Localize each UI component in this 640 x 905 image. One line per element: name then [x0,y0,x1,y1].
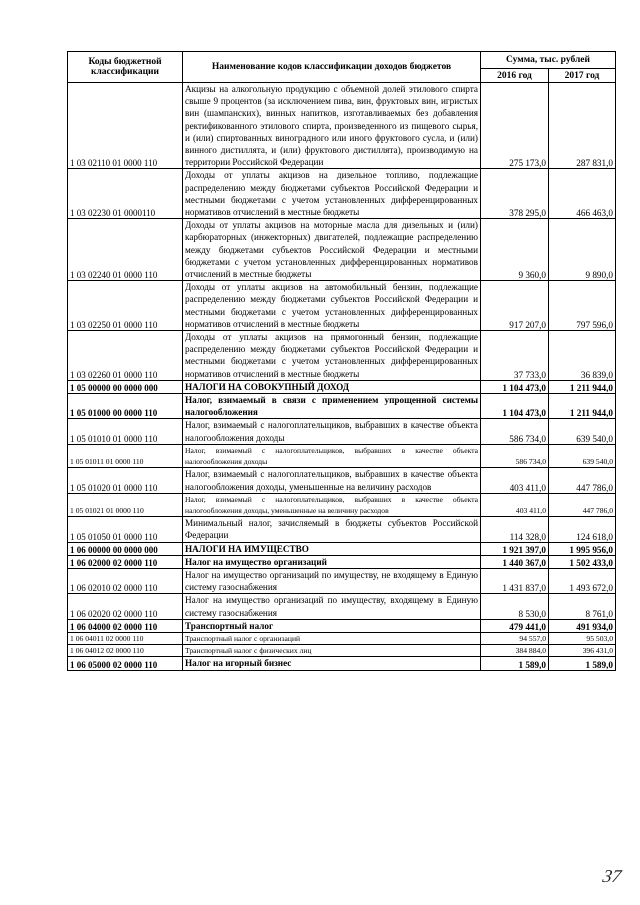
value-2016-cell: 479 441,0 [481,619,549,632]
table-row [68,331,616,381]
value-2017-cell: 639 540,0 [549,444,616,467]
name-cell: Доходы от уплаты акцизов на моторные масла для дизельных и (или) карбюраторных (инжекторных) двигателей, подлежащие распределению между бюджетами субъектов Российской Федерации и местными бюджетами с учетом установленных дифференцированных нормативов отчислений в местные бюджеты [183,219,481,281]
value-2017-cell: 447 786,0 [549,468,616,493]
code-cell: 1 06 04000 02 0000 110 [68,619,183,632]
value-2017-cell: 124 618,0 [549,517,616,542]
table-row [68,594,616,619]
table-row [68,632,616,644]
table-row [68,517,616,542]
value-2016-cell: 9 360,0 [481,219,549,281]
value-2016-cell: 378 295,0 [481,169,549,219]
value-2016-cell: 384 884,0 [481,645,549,657]
name-cell: Налог, взимаемый с налогоплательщиков, выбравших в качестве объекта налогообложения доходы, уменьшенные на величину расходов [183,468,481,493]
table-row [68,657,616,670]
value-2017-cell: 1 211 944,0 [549,380,616,393]
value-2017-cell: 1 211 944,0 [549,394,616,419]
header-year-2016: 2016 год [481,69,549,83]
value-2016-cell: 37 733,0 [481,331,549,381]
table-row [68,394,616,419]
name-cell: Акцизы на алкогольную продукцию с объемной долей этилового спирта свыше 9 процентов (за исключением пива, вин, фруктовых вин, игристых вин (шампанских), винных напитков, изготавливаемых без добавления ректификованного этилового спирта, произведенного из пищевого сырья, и (или) спиртованных виноградного или иного фруктового сусла, и (или) винного дистиллята, и (или) фруктового дистиллята), производимую на территории Российской Федерации [183,83,481,169]
value-2017-cell: 1 502 433,0 [549,555,616,568]
table-row [68,281,616,331]
value-2016-cell: 586 734,0 [481,444,549,467]
value-2016-cell: 403 411,0 [481,468,549,493]
name-cell: Налог, взимаемый в связи с применением упрощенной системы налогообложения [183,394,481,419]
name-cell: Транспортный налог [183,619,481,632]
value-2017-cell: 466 463,0 [549,169,616,219]
code-cell: 1 03 02230 01 0000110 [68,169,183,219]
code-cell: 1 05 01021 01 0000 110 [68,493,183,516]
value-2017-cell: 1 493 672,0 [549,568,616,593]
table-body [68,83,616,671]
table-row [68,419,616,444]
table-row [68,493,616,516]
code-cell: 1 06 02010 02 0000 110 [68,568,183,593]
revenue-table [67,51,616,671]
value-2016-cell: 1 589,0 [481,657,549,670]
name-cell: Транспортный налог с физических лиц [183,645,481,657]
code-cell: 1 03 02250 01 0000 110 [68,281,183,331]
name-cell: Налог, взимаемый с налогоплательщиков, выбравших в качестве объекта налогообложения доходы, уменьшенные на величину расходов [183,493,481,516]
value-2016-cell: 94 557,0 [481,632,549,644]
value-2017-cell: 491 934,0 [549,619,616,632]
value-2017-cell: 1 995 956,0 [549,542,616,555]
header-year-2017: 2017 год [549,69,616,83]
code-cell: 1 06 00000 00 0000 000 [68,542,183,555]
code-cell: 1 06 02020 02 0000 110 [68,594,183,619]
value-2016-cell: 8 530,0 [481,594,549,619]
value-2017-cell: 1 589,0 [549,657,616,670]
table-row [68,555,616,568]
code-cell: 1 05 01000 00 0000 110 [68,394,183,419]
code-cell: 1 06 02000 02 0000 110 [68,555,183,568]
value-2017-cell: 287 831,0 [549,83,616,169]
value-2017-cell: 639 540,0 [549,419,616,444]
table-row [68,83,616,169]
code-cell: 1 05 01010 01 0000 110 [68,419,183,444]
code-cell: 1 05 00000 00 0000 000 [68,380,183,393]
value-2016-cell: 1 104 473,0 [481,380,549,393]
name-cell: Налог на имущество организаций [183,555,481,568]
value-2016-cell: 1 431 837,0 [481,568,549,593]
name-cell: Налог на имущество организаций по имуществу, входящему в Единую систему газоснабжения [183,594,481,619]
name-cell: Налог, взимаемый с налогоплательщиков, выбравших в качестве объекта налогообложения доходы [183,444,481,467]
name-cell: Налог на имущество организаций по имуществу, не входящему в Единую систему газоснабжения [183,568,481,593]
name-cell: Доходы от уплаты акцизов на дизельное топливо, подлежащие распределению между бюджетами субъектов Российской Федерации и местными бюджетами с учетом установленных дифференцированных нормативов отчислений в местные бюджеты [183,169,481,219]
value-2016-cell: 917 207,0 [481,281,549,331]
value-2017-cell: 8 761,0 [549,594,616,619]
value-2017-cell: 396 431,0 [549,645,616,657]
value-2016-cell: 1 104 473,0 [481,394,549,419]
name-cell: НАЛОГИ НА ИМУЩЕСТВО [183,542,481,555]
header-sum: Сумма, тыс. рублей [481,52,616,69]
value-2017-cell: 36 839,0 [549,331,616,381]
code-cell: 1 03 02240 01 0000 110 [68,219,183,281]
code-cell: 1 03 02260 01 0000 110 [68,331,183,381]
table-row [68,542,616,555]
code-cell: 1 05 01050 01 0000 110 [68,517,183,542]
code-cell: 1 06 05000 02 0000 110 [68,657,183,670]
name-cell: Налог на игорный бизнес [183,657,481,670]
table-row [68,380,616,393]
table-row [68,645,616,657]
code-cell: 1 06 04012 02 0000 110 [68,645,183,657]
value-2016-cell: 114 328,0 [481,517,549,542]
value-2016-cell: 1 440 367,0 [481,555,549,568]
name-cell: Доходы от уплаты акцизов на автомобильный бензин, подлежащие распределению между бюджетами субъектов Российской Федерации и местными бюджетами с учетом установленных дифференцированных нормативов отчислений в местные бюджеты [183,281,481,331]
table-row [68,568,616,593]
value-2017-cell: 9 890,0 [549,219,616,281]
table-row [68,468,616,493]
header-names: Наименование кодов классификации доходов бюджетов [183,52,481,83]
header-codes: Коды бюджетной классификации [68,52,183,83]
code-cell: 1 05 01020 01 0000 110 [68,468,183,493]
value-2016-cell: 275 173,0 [481,83,549,169]
table-row [68,219,616,281]
code-cell: 1 03 02110 01 0000 110 [68,83,183,169]
value-2016-cell: 403 411,0 [481,493,549,516]
table-row [68,169,616,219]
name-cell: Транспортный налог с организаций [183,632,481,644]
value-2017-cell: 95 503,0 [549,632,616,644]
value-2016-cell: 1 921 397,0 [481,542,549,555]
name-cell: НАЛОГИ НА СОВОКУПНЫЙ ДОХОД [183,380,481,393]
table-row [68,619,616,632]
value-2017-cell: 447 786,0 [549,493,616,516]
name-cell: Доходы от уплаты акцизов на прямогонный бензин, подлежащие распределению между бюджетами субъектов Российской Федерации и местными бюджетами с учетом установленных дифференцированных нормативов отчислений в местные бюджеты [183,331,481,381]
name-cell: Налог, взимаемый с налогоплательщиков, выбравших в качестве объекта налогообложения доходы [183,419,481,444]
code-cell: 1 06 04011 02 0000 110 [68,632,183,644]
value-2017-cell: 797 596,0 [549,281,616,331]
table-header [68,52,616,83]
name-cell: Минимальный налог, зачисляемый в бюджеты субъектов Российской Федерации [183,517,481,542]
table-row [68,444,616,467]
value-2016-cell: 586 734,0 [481,419,549,444]
page-number: 37 [601,866,623,886]
code-cell: 1 05 01011 01 0000 110 [68,444,183,467]
